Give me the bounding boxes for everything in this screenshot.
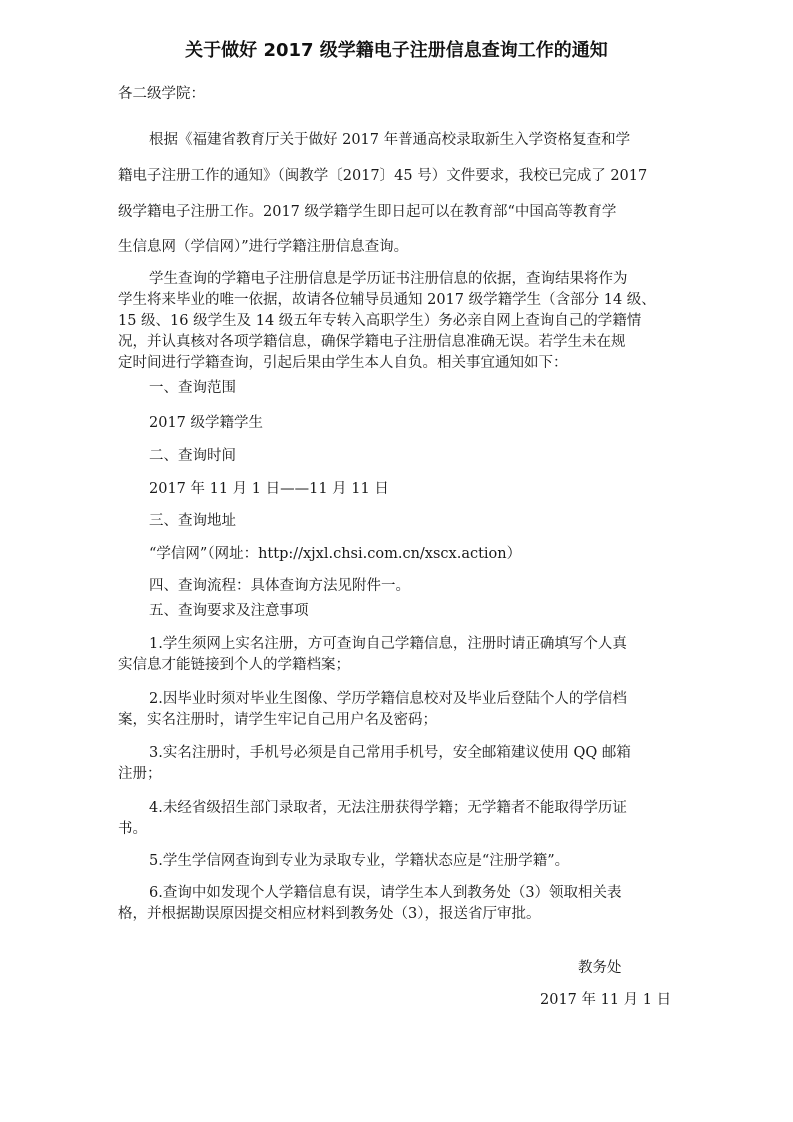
section-content: 2017 年 11 月 1 日——11 月 11 日 — [149, 481, 389, 497]
section-heading: 一、查询范围 — [149, 380, 236, 396]
requirement-line: 实信息才能链接到个人的学籍档案； — [118, 657, 350, 673]
p1-line: 籍电子注册工作的通知》（闽教学〔2017〕45 号）文件要求，我校已完成了 2017 — [118, 168, 648, 184]
signature-date: 2017 年 11 月 1 日 — [540, 992, 672, 1008]
p2-line: 况，并认真核对各项学籍信息，确保学籍电子注册信息准确无误。若学生未在规 — [118, 334, 626, 350]
requirement-line: 2.因毕业时须对毕业生图像、学历学籍信息校对及毕业后登陆个人的学信档 — [149, 691, 627, 707]
document-title: 关于做好 2017 级学籍电子注册信息查询工作的通知 — [185, 40, 608, 61]
p1-line: 生信息网（学信网）”进行学籍注册信息查询。 — [118, 239, 409, 255]
salutation: 各二级学院： — [118, 86, 205, 102]
requirement-line: 案，实名注册时，请学生牢记自己用户名及密码； — [118, 712, 437, 728]
p2-line: 定时间进行学籍查询，引起后果由学生本人自负。相关事宜通知如下： — [118, 355, 568, 371]
section-heading: 四、查询流程：具体查询方法见附件一。 — [149, 578, 410, 594]
requirement-line: 4.未经省级招生部门录取者，无法注册获得学籍；无学籍者不能取得学历证 — [149, 800, 627, 816]
p2-line: 学生查询的学籍电子注册信息是学历证书注册信息的依据，查询结果将作为 — [149, 271, 628, 287]
section-content: “学信网”（网址：http://xjxl.chsi.com.cn/xscx.action） — [149, 546, 522, 562]
p1-line: 根据《福建省教育厅关于做好 2017 年普通高校录取新生入学资格复查和学 — [149, 132, 631, 148]
requirement-line: 格，并根据勘误原因提交相应材料到教务处（3），报送省厅审批。 — [118, 906, 541, 922]
section-heading: 二、查询时间 — [149, 448, 236, 464]
p2-line: 15 级、16 级学生及 14 级五年专转入高职学生）务必亲自网上查询自己的学籍情 — [118, 313, 642, 329]
section-heading: 三、查询地址 — [149, 513, 236, 529]
signature: 教务处 — [578, 960, 622, 976]
requirement-line: 书。 — [118, 821, 147, 837]
p1-line: 级学籍电子注册工作。2017 级学籍学生即日起可以在教育部“中国高等教育学 — [118, 204, 617, 220]
requirement-line: 5.学生学信网查询到专业为录取专业，学籍状态应是“注册学籍”。 — [149, 853, 570, 869]
requirement-line: 3.实名注册时，手机号必须是自己常用手机号，安全邮箱建议使用 QQ 邮箱 — [149, 745, 631, 761]
section-content: 2017 级学籍学生 — [149, 415, 264, 431]
requirement-line: 6.查询中如发现个人学籍信息有误，请学生本人到教务处（3）领取相关表 — [149, 885, 622, 901]
requirement-line: 1.学生须网上实名注册，方可查询自己学籍信息，注册时请正确填写个人真 — [149, 636, 627, 652]
section-heading: 五、查询要求及注意事项 — [149, 603, 309, 619]
p2-line: 学生将来毕业的唯一依据，故请各位辅导员通知 2017 级学籍学生（含部分 14 级、 — [118, 292, 656, 308]
requirement-line: 注册； — [118, 766, 162, 782]
